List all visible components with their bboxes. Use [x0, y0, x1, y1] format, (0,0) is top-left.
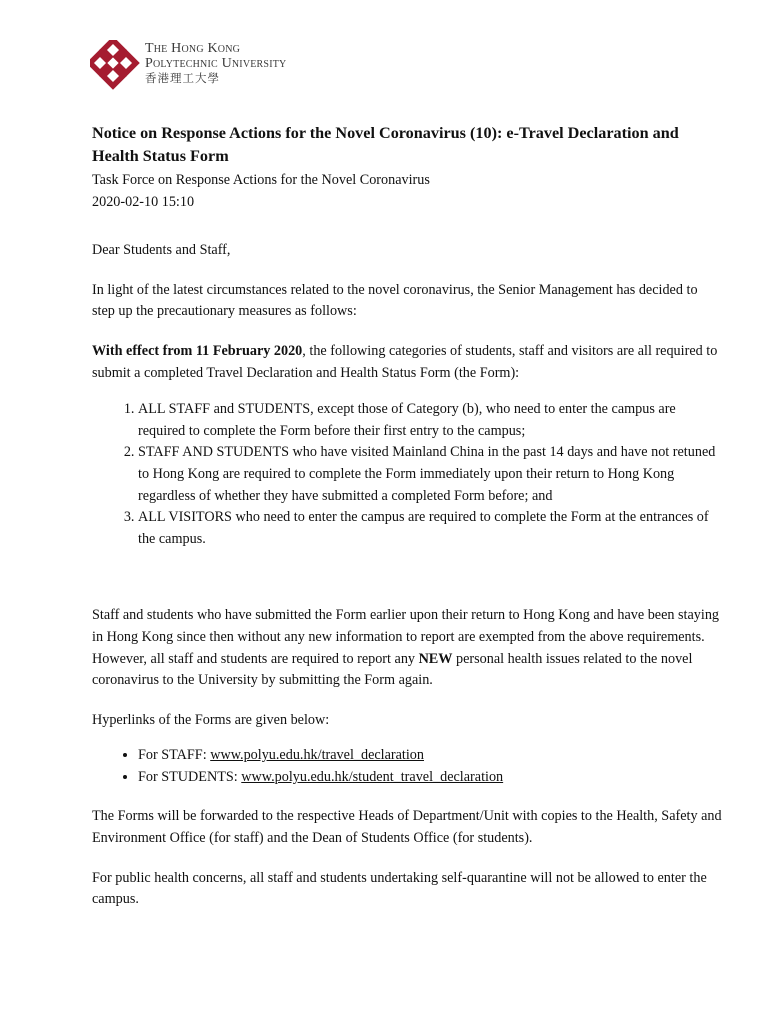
category-list: [92, 399, 722, 550]
effect-date-emphasis: With effect from 11 February 2020: [92, 342, 303, 359]
logo-line-chinese: 香港理工大學: [145, 71, 220, 85]
notice-datetime: 2020-02-10 15:10: [92, 193, 195, 210]
list-item-category-b: 2. STAFF AND STUDENTS who have visited Mainland China in the past 14 days and have not retuned to Hong Kong are required to complete the Form immediately upon their return to Hong Kong regardless of whether they have submitted a completed Form before; and: [138, 442, 722, 507]
staff-form-link[interactable]: www.polyu.edu.hk/travel_declaration: [210, 747, 424, 764]
list-item-student-link: • For STUDENTS: www.polyu.edu.hk/student_travel_declaration: [138, 767, 722, 789]
notice-content: [92, 122, 722, 911]
quarantine-paragraph: For public health concerns, all staff and students undertaking self-quarantine will not be allowed to enter the campus.: [92, 869, 707, 908]
forwarding-paragraph: The Forms will be forwarded to the respective Heads of Department/Unit with copies to the Health, Safety and Environment Office (for staff) and the Dean of Students Office (for students).: [92, 808, 722, 847]
exemption-paragraph: Staff and students who have submitted the Form earlier upon their return to Hong Kong and have been staying in Hong Kong since then without any new information to report are exempted from the above requirements. However, all staff and students are required to report any NEW personal health issues related to the novel coronavirus to the University by submitting the Form again.: [92, 607, 719, 689]
notice-author: Task Force on Response Actions for the Novel Coronavirus: [92, 172, 430, 188]
new-emphasis: NEW: [418, 650, 453, 667]
list-item-category-c: 3. ALL VISITORS who need to enter the campus are required to complete the Form at the entrances of the campus.: [138, 507, 722, 550]
effect-paragraph: [92, 341, 722, 384]
form-links-list: [92, 745, 722, 788]
polyu-emblem-icon: [90, 40, 140, 90]
hyperlinks-intro: Hyperlinks of the Forms are given below:: [92, 711, 330, 728]
notice-title: Notice on Response Actions for the Novel Coronavirus (10): e-Travel Declaration and Health Status Form: [92, 124, 679, 165]
logo-wordmark: [145, 41, 286, 86]
logo-line-1: The Hong Kong: [145, 41, 241, 56]
list-item-staff-link: • For STAFF: www.polyu.edu.hk/travel_declaration: [138, 745, 722, 767]
logo-line-2: Polytechnic University: [145, 56, 287, 71]
list-item-category-a: 1. ALL STAFF and STUDENTS, except those of Category (b), who need to enter the campus are required to complete the Form before their first entry to the campus;: [138, 399, 722, 442]
university-logo: [90, 40, 360, 92]
effect-paragraph-text: , the following categories of students, staff and visitors are all required to submit a completed Travel Declaration and Health Status Form (the Form):: [92, 342, 718, 381]
salutation: Dear Students and Staff,: [92, 242, 231, 259]
student-form-link[interactable]: www.polyu.edu.hk/student_travel_declaration: [241, 768, 504, 785]
intro-paragraph: In light of the latest circumstances related to the novel coronavirus, the Senior Management has decided to step up the precautionary measures as follows:: [92, 281, 698, 320]
